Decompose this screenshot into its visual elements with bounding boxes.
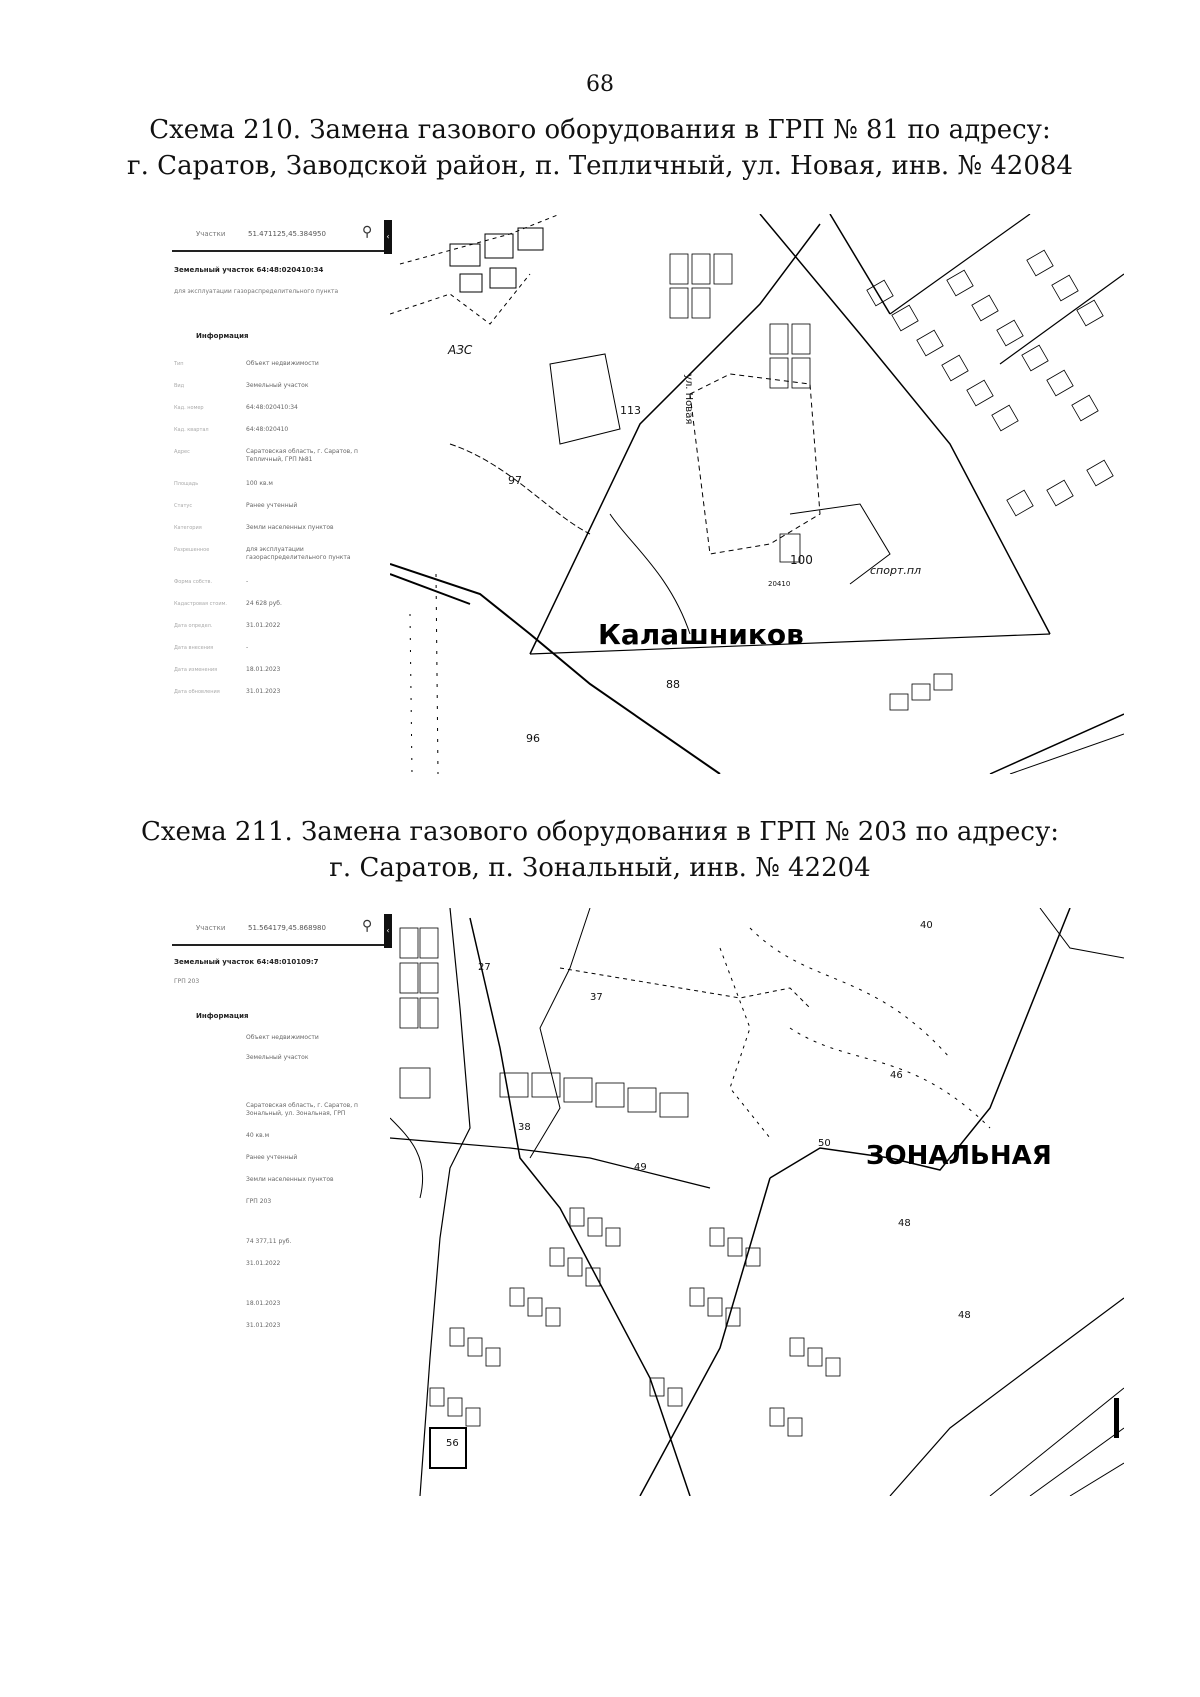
info-panel [172,908,390,1496]
label-street: ул. Новая [683,374,694,425]
scheme-210-screenshot [172,214,1124,774]
label-48-lower: 48 [958,1310,971,1321]
info-key: Тип [174,361,184,367]
info-value: 74 377,11 руб. [246,1238,292,1245]
label-48-upper: 48 [898,1218,911,1229]
search-icon[interactable]: ⚲ [362,224,373,240]
info-value: 18.01.2023 [246,666,281,673]
parcel-title: Земельный участок 64:48:010109:7 [174,958,319,966]
label-27: 27 [478,962,491,973]
parcel-title: Земельный участок 64:48:020410:34 [174,266,324,274]
info-value: 24 628 руб. [246,600,282,607]
info-key: Кадастровая стоим. [174,601,227,607]
label-56: 56 [446,1438,459,1449]
search-label: Участки [196,230,226,238]
scale-marker [1114,1398,1119,1438]
label-46: 46 [890,1070,903,1081]
scheme-211-caption [0,814,1200,886]
info-value: для эксплуатации газораспределительного пункта [246,546,351,561]
search-icon[interactable]: ⚲ [362,918,373,934]
info-heading: Информация [196,332,249,340]
info-key: Вид [174,383,185,389]
cadastral-map[interactable] [390,908,1124,1496]
info-key: Форма собств. [174,579,213,585]
parcel-subtitle: для эксплуатации газораспределительного пункта [174,288,339,295]
scheme-210-caption-line1: Схема 210. Замена газового оборудования в ГРП № 81 по адресу: [149,115,1051,145]
scheme-211-screenshot [172,908,1124,1496]
info-value: Земли населенных пунктов [246,524,334,531]
label-113: 113 [620,404,641,417]
info-key: Категория [174,525,202,531]
search-label: Участки [196,924,226,932]
map-lines [390,908,1124,1496]
info-key: Адрес [174,449,190,455]
label-100: 100 [790,553,813,567]
info-value: Земельный участок [246,1054,309,1061]
label-40: 40 [920,920,933,931]
info-value: 100 кв.м [246,480,273,487]
info-value: - [246,578,249,585]
info-key: Статус [174,503,193,509]
info-key: Площадь [174,481,199,487]
scheme-211-caption-line1: Схема 211. Замена газового оборудования в ГРП № 203 по адресу: [140,817,1060,847]
info-value: Земельный участок [246,382,309,389]
label-97: 97 [508,474,522,487]
scheme-210-caption-line2: г. Саратов, Заводской район, п. Тепличный, ул. Новая, инв. № 42084 [127,151,1073,181]
info-value: Объект недвижимости [246,1034,319,1041]
cadastral-map[interactable] [390,214,1124,774]
label-88: 88 [666,678,680,691]
search-input[interactable]: 51.564179,45.868980 [248,924,326,932]
info-value: 31.01.2023 [246,688,281,695]
info-key: Разрешенное [174,547,210,553]
info-value: 64:48:020410 [246,426,289,433]
label-district: Калашников [598,618,804,651]
info-key: Кад. номер [174,405,204,411]
search-bar[interactable] [172,220,384,252]
info-value: 18.01.2023 [246,1300,281,1307]
parcel-subtitle: ГРП 203 [174,978,200,985]
info-key: Дата обновления [174,689,220,695]
info-key: Дата определ. [174,623,213,629]
info-key: Дата внесения [174,645,214,651]
info-value: Объект недвижимости [246,360,319,367]
info-value: 40 кв.м [246,1132,270,1139]
info-value: Ранее учтенный [246,502,298,509]
label-sport: спорт.пл [870,564,922,577]
info-heading: Информация [196,1012,249,1020]
info-value: 31.01.2022 [246,622,281,629]
scheme-210-caption [0,112,1200,184]
info-value: Саратовская область, г. Саратов, п Тепличный, ГРП №81 [246,448,358,463]
info-value: Ранее учтенный [246,1154,298,1161]
collapse-panel-button[interactable]: ‹ [384,220,392,254]
page-number: 68 [586,72,614,97]
building-grid [400,928,840,1468]
scheme-211-caption-line2: г. Саратов, п. Зональный, инв. № 42204 [329,853,871,883]
info-value: Земли населенных пунктов [246,1176,334,1183]
label-96: 96 [526,732,540,745]
label-38: 38 [518,1122,531,1133]
info-value: 31.01.2022 [246,1260,281,1267]
label-50: 50 [818,1138,831,1149]
label-azs: АЗС [448,343,473,357]
search-bar[interactable] [172,914,384,946]
info-key: Дата изменения [174,667,218,673]
info-panel [172,214,390,774]
label-20410: 20410 [768,580,791,588]
label-49: 49 [634,1162,647,1173]
info-key: Кад. квартал [174,427,209,433]
collapse-panel-button[interactable]: ‹ [384,914,392,948]
label-district: ЗОНАЛЬНАЯ [866,1141,1052,1171]
info-value: - [246,644,249,651]
map-lines [390,214,1124,774]
info-value: Саратовская область, г. Саратов, п Зональный, ул. Зональная, ГРП [246,1102,358,1117]
label-37: 37 [590,992,603,1003]
info-value: 64:48:020410:34 [246,404,298,411]
info-value: 31.01.2023 [246,1322,281,1329]
search-input[interactable]: 51.471125,45.384950 [248,230,326,238]
info-value: ГРП 203 [246,1198,272,1205]
